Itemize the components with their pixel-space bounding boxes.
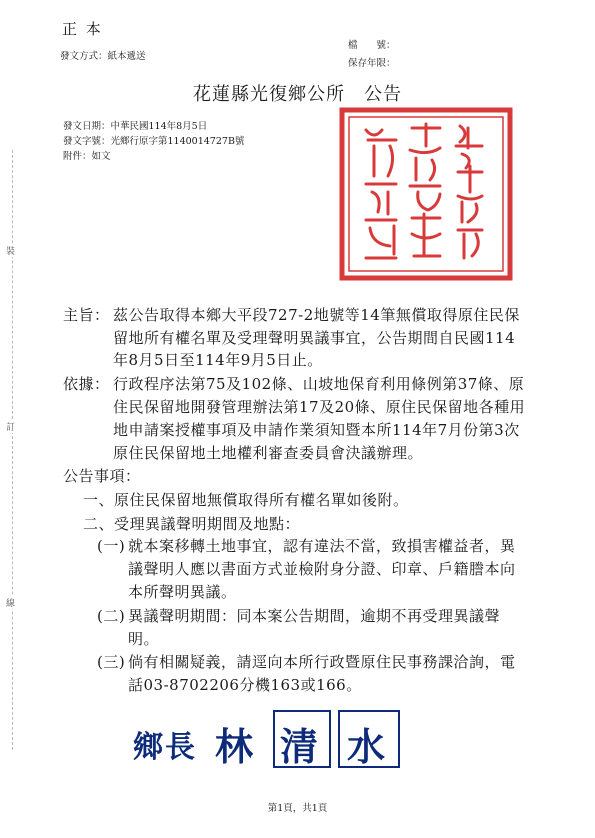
signature-name-1: 林 (215, 725, 254, 769)
file-number-label: 檔 號： (348, 40, 396, 51)
sub-item-3-label: (三) (97, 653, 126, 671)
sub-item-3-line-2: 話03-8702206分機163或166。 (128, 676, 362, 694)
binding-mark-bottom: 線 (6, 596, 15, 609)
document-number: 發文字號：光鄉行原字第1140014727B號 (63, 136, 245, 147)
page-number: 第1頁，共1頁 (267, 803, 328, 814)
retention-label: 保存年限： (348, 58, 396, 69)
sub-item-1-line-1: 就本案移轉土地事宜，認有違法不當，致損害權益者，異 (128, 537, 516, 555)
issue-date: 發文日期：中華民國114年8月5日 (63, 121, 208, 132)
send-method: 發文方式：紙本遞送 (60, 51, 146, 62)
official-seal (338, 106, 514, 282)
sub-item-2-label: (二) (97, 607, 126, 625)
attachment-note: 附件：如文 (63, 151, 111, 162)
sub-item-2-line-1: 異議聲明期間：同本案公告期間，逾期不再受理異議聲 (128, 607, 501, 625)
sub-item-2-line-2: 明。 (128, 630, 160, 648)
notice-label: 公告事項： (63, 467, 141, 485)
sub-item-1-line-3: 本所聲明異議。 (128, 583, 237, 601)
signature-stamp (133, 708, 423, 770)
signature-name-2: 清 (280, 725, 319, 769)
binding-mark-top: 裝 (6, 244, 15, 257)
subject-label: 主旨： (63, 306, 110, 324)
binding-line (12, 150, 14, 750)
basis-line-2: 住民保留地開發管理辦法第17及20條、原住民保留地各種用 (113, 398, 526, 416)
signature-name-3: 水 (347, 725, 386, 769)
sub-item-3-line-1: 倘有相關疑義，請逕向本所行政暨原住民事務課洽詢，電 (128, 653, 516, 671)
sub-item-1-label: (一) (97, 537, 126, 555)
subject-line-1: 茲公告取得本鄉大平段727-2地號等14筆無償取得原住民保 (113, 306, 520, 324)
binding-mark-middle: 訂 (6, 420, 15, 433)
basis-label: 依據： (63, 375, 110, 393)
notice-item-1: 一、原住民保留地無償取得所有權名單如後附。 (83, 491, 409, 509)
basis-line-1: 行政程序法第75及102條、山坡地保育利用條例第37條、原 (113, 375, 525, 393)
subject-line-3: 年8月5日至114年9月5日止。 (113, 351, 323, 369)
copy-type-label: 正 本 (62, 20, 103, 38)
sub-item-1-line-2: 議聲明人應以書面方式並檢附身分證、印章、戶籍謄本向 (128, 560, 516, 578)
signature-title: 鄉長 (133, 730, 197, 765)
basis-line-4: 原住民保留地土地權利審查委員會決議辦理。 (113, 444, 424, 462)
page-title: 花蓮縣光復鄉公所 公告 (193, 84, 402, 105)
basis-line-3: 地申請案授權事項及申請作業須知暨本所114年7月份第3次 (113, 421, 520, 439)
subject-line-2: 留地所有權名單及受理聲明異議事宜，公告期間自民國114 (113, 329, 516, 347)
notice-item-2: 二、受理異議聲明期間及地點： (83, 515, 301, 533)
